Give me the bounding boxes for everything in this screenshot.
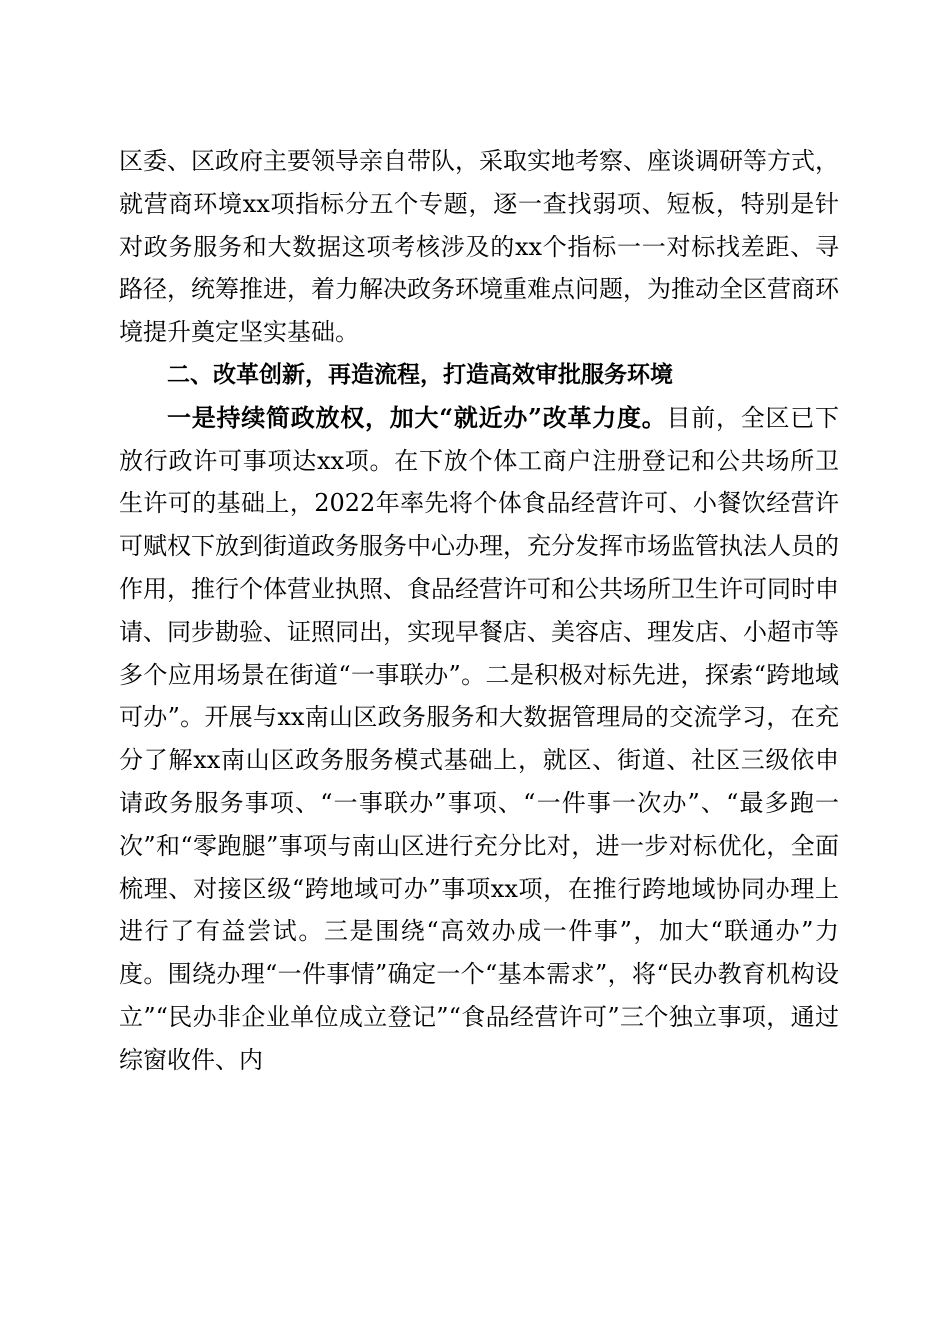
paragraph-intro: 区委、区政府主要领导亲自带队，采取实地考察、座谈调研等方式，就营商环境xx项指标分五个专题，逐一查找弱项、短板，特别是针对政务服务和大数据这项考核涉及的xx个指标一一对标找差距、寻路径，统筹推进，着力解决政务环境重难点问题，为推动全区营商环境提升奠定坚实基础。 — [119, 147, 839, 347]
paragraph-section-2 — [119, 397, 839, 1082]
document-body — [119, 140, 839, 1082]
section-heading-2: 二、改革创新，再造流程，打造高效审批服务环境 — [167, 361, 673, 388]
paragraph-lead-sentence: 一是持续简政放权，加大“就近办”改革力度。 — [167, 402, 667, 432]
paragraph-body-text: 目前，全区已下放行政许可事项达xx项。在下放个体工商户注册登记和公共场所卫生许可的基础上，2022年率先将个体食品经营许可、小餐饮经营许可赋权下放到街道政务服务中心办理，充分发挥市场监管执法人员的作用，推行个体营业执照、食品经营许可和公共场所卫生许可同时申请、同步勘验、证照同出，实现早餐店、美容店、理发店、小超市等多个应用场景在街道“一事联办”。二是积极对标先进，探索“跨地域可办”。开展与xx南山区政务服务和大数据管理局的交流学习，在充分了解xx南山区政务服务模式基础上，就区、街道、社区三级依申请政务服务事项、“一事联办”事项、“一件事一次办”、“最多跑一次”和“零跑腿”事项与南山区进行充分比对，进一步对标优化，全面梳理、对接区级“跨地域可办”事项xx项，在推行跨地域协同办理上进行了有益尝试。三是围绕“高效办成一件事”，加大“联通办”力度。围绕办理“一件事情”确定一个“基本需求”，将“民办教育机构设立”“民办非企业单位成立登记”“食品经营许可”三个独立事项，通过综窗收件、内 — [119, 403, 839, 1074]
